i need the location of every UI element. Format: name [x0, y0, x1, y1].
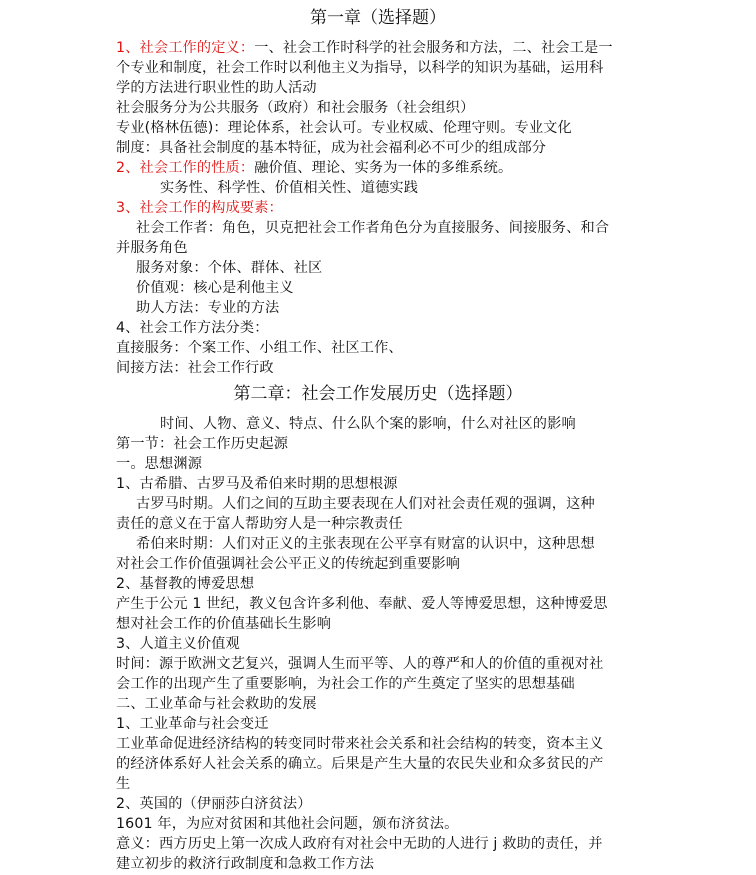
text-line: 的经济体系好人社会关系的确立。后果是产生大量的农民失业和众多贫民的产 — [116, 756, 604, 772]
text-line: 价值观：核心是利他主义 — [136, 280, 294, 296]
text-line: 助人方法：专业的方法 — [136, 300, 280, 316]
text-line: 对社会工作价值强调社会公平正义的传统起到重要影响 — [116, 556, 461, 572]
text-line: 会工作的出现产生了重要影响，为社会工作的产生奠定了坚实的思想基础 — [116, 676, 575, 692]
section1-heading: 1、社会工作的定义： — [116, 40, 255, 56]
section-heading: 1、工业革命与社会变迁 — [116, 716, 269, 732]
text-line: 时间：源于欧洲文艺复兴，强调人生而平等、人的尊严和人的价值的重视对社 — [116, 656, 604, 672]
section4-heading: 4、社会工作方法分类： — [116, 320, 269, 336]
section-heading: 2、基督教的博爱思想 — [116, 576, 255, 592]
section2-line — [116, 158, 748, 178]
text-line: 并服务角色 — [116, 240, 188, 256]
text-line: 学的方法进行职业性的助人活动 — [116, 80, 317, 96]
section1-text: 一、社会工作时科学的社会服务和方法，二、社会工是一 — [254, 40, 613, 56]
section2-heading: 2、社会工作的性质： — [116, 160, 255, 176]
section-heading: 一。思想渊源 — [116, 456, 203, 472]
text-line: 工业革命促进经济结构的转变同时带来社会关系和社会结构的转变，资本主义 — [116, 736, 604, 752]
text-line: 直接服务：个案工作、小组工作、社区工作、 — [116, 340, 403, 356]
text-line: 责任的意义在于富人帮助穷人是一种宗教责任 — [116, 516, 403, 532]
text-line: 希伯来时期：人们对正义的主张表现在公平享有财富的认识中，这种思想 — [136, 536, 595, 552]
chapter2-title: 第二章：社会工作发展历史（选择题） — [233, 384, 523, 404]
section2-text: 融价值、理论、实务为一体的多维系统。 — [254, 160, 513, 176]
text-line: 服务对象：个体、群体、社区 — [136, 260, 323, 276]
chapter1-title: 第一章（选择题） — [310, 8, 446, 28]
text-line: 1601 年，为应对贫困和其他社会问题，颁布济贫法。 — [116, 816, 459, 832]
text-line: 制度：具备社会制度的基本特征，成为社会福利必不可少的组成部分 — [116, 140, 547, 156]
text-line: 间接方法：社会工作行政 — [116, 360, 274, 376]
text-line: 时间、人物、意义、特点、什么队个案的影响，什么对社区的影响 — [160, 416, 576, 432]
section-heading: 二、工业革命与社会救助的发展 — [116, 696, 317, 712]
text-line: 建立初步的救济行政制度和急救工作方法 — [116, 856, 375, 872]
text-line: 社会工作者：角色，贝克把社会工作者角色分为直接服务、间接服务、和合 — [136, 220, 610, 236]
text-line: 古罗马时期。人们之间的互助主要表现在人们对社会责任观的强调，这种 — [136, 496, 595, 512]
section-heading: 1、古希腊、古罗马及希伯来时期的思想根源 — [116, 476, 398, 492]
text-line: 意义：西方历史上第一次成人政府有对社会中无助的人进行 j 救助的责任，并 — [116, 836, 603, 852]
text-line: 社会服务分为公共服务（政府）和社会服务（社会组织） — [116, 100, 475, 116]
section-heading: 第一节：社会工作历史起源 — [116, 436, 289, 452]
text-line: 个专业和制度，社会工作时以利他主义为指导，以科学的知识为基础，运用科 — [116, 60, 604, 76]
section-heading: 3、人道主义价值观 — [116, 636, 240, 652]
section3-heading: 3、社会工作的构成要素： — [116, 200, 283, 216]
text-line: 产生于公元 1 世纪，教义包含许多利他、奉献、爱人等博爱思想，这种博爱思 — [116, 596, 608, 612]
text-line: 生 — [116, 776, 131, 792]
text-line: 实务性、科学性、价值相关性、道德实践 — [160, 180, 419, 196]
text-line: 想对社会工作的价值基础长生影响 — [116, 616, 332, 632]
text-line: 专业(格林伍德)：理论体系，社会认可。专业权威、伦理守则。专业文化 — [116, 120, 572, 136]
section1-line — [116, 38, 748, 58]
section-heading: 2、英国的（伊丽莎白济贫法） — [116, 796, 312, 812]
